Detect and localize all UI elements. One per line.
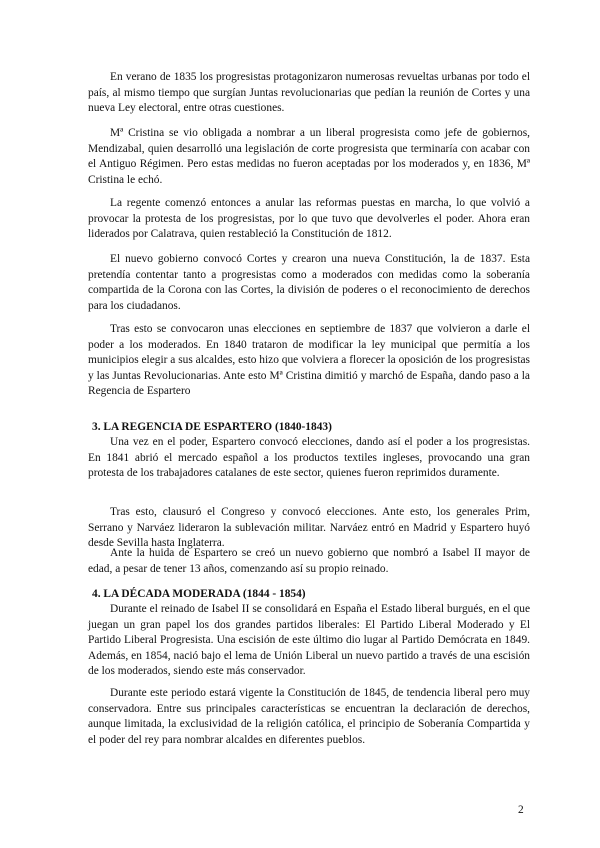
section-heading-decada-moderada: 4. LA DÉCADA MODERADA (1844 - 1854) <box>92 588 306 600</box>
paragraph-revueltas-1835: En verano de 1835 los progresistas protagonizaron numerosas revueltas urbanas por todo el país, al mismo tiempo que surgían Juntas revolucionarias que pedían la reunión de Cortes y una nueva Ley electoral, entre otras cuestiones. <box>88 71 530 115</box>
paragraph-constitucion-1845: Durante este periodo estará vigente la Constitución de 1845, de tendencia liberal pero muy conservadora. Entre sus principales características se encuentran la declaración de derechos, aunque limitada, la exclusividad de la religión católica, el principio de Soberanía Compartida y el poder del rey para nombrar alcaldes en diferentes pueblos. <box>88 687 530 746</box>
paragraph-constitucion-1837: El nuevo gobierno convocó Cortes y crearon una nueva Constitución, la de 1837. Esta pretendía contentar tanto a progresistas como a moderados con medidas como la soberanía compartida de la Corona con las Cortes, la división de poderes o el reconocimiento de derechos para los ciudadanos. <box>88 253 530 312</box>
paragraph-elecciones-1837: Tras esto se convocaron unas elecciones en septiembre de 1837 que volvieron a darle el poder a los moderados. En 1840 trataron de modificar la ley municipal que permitía a los municipios elegir a sus alcaldes, esto hizo que volviera a florecer la oposición de los progresistas y las Juntas Revolucionarias. Ante esto Mª Cristina dimitió y marchó de España, dando paso a la Regencia de Espartero <box>88 323 530 398</box>
section-heading-regencia-espartero: 3. LA REGENCIA DE ESPARTERO (1840-1843) <box>92 421 332 433</box>
paragraph-mendizabal: Mª Cristina se vio obligada a nombrar a un liberal progresista como jefe de gobiernos, Mendizabal, quien desarrolló una legislación de corte progresista que terminaría con acabar con el Antiguo Régimen. Pero estas medidas no fueron aceptadas por los moderados y, en 1836, Mª Cristina le echó. <box>88 127 530 186</box>
paragraph-isabel-ii-mayor: Ante la huida de Espartero se creó un nuevo gobierno que nombró a Isabel II mayor de edad, a pesar de tener 13 años, comenzando así su propio reinado. <box>88 547 530 575</box>
paragraph-estado-liberal: Durante el reinado de Isabel II se consolidará en España el Estado liberal burgués, en el que juegan un gran papel los dos grandes partidos liberales: El Partido Liberal Moderado y El Partido Liberal Progresista. Una escisión de este último dio lugar al Partido Demócrata en 1849. Además, en 1854, nació bajo el lema de Unión Liberal un nuevo partido a través de una escisión de los moderados, siendo este más conservador. <box>88 603 530 678</box>
page-number: 2 <box>518 804 524 816</box>
paragraph-espartero-poder: Una vez en el poder, Espartero convocó elecciones, dando así el poder a los progresistas. En 1841 abrió el mercado español a los productos textiles ingleses, provocando una gran protesta de los trabajadores catalanes de este sector, quienes fueron reprimidos duramente. <box>88 436 530 480</box>
paragraph-sublevacion-militar: Tras esto, clausuró el Congreso y convocó elecciones. Ante esto, los generales Prim, Serrano y Narváez lideraron la sublevación militar. Narváez entró en Madrid y Espartero huyó desde Sevilla hasta Inglaterra. <box>88 506 530 550</box>
paragraph-regente-calatrava: La regente comenzó entonces a anular las reformas puestas en marcha, lo que volvió a provocar la protesta de los progresistas, por lo que tuvo que devolverles el poder. Ahora eran liderados por Calatrava, quien restableció la Constitución de 1812. <box>88 197 530 241</box>
